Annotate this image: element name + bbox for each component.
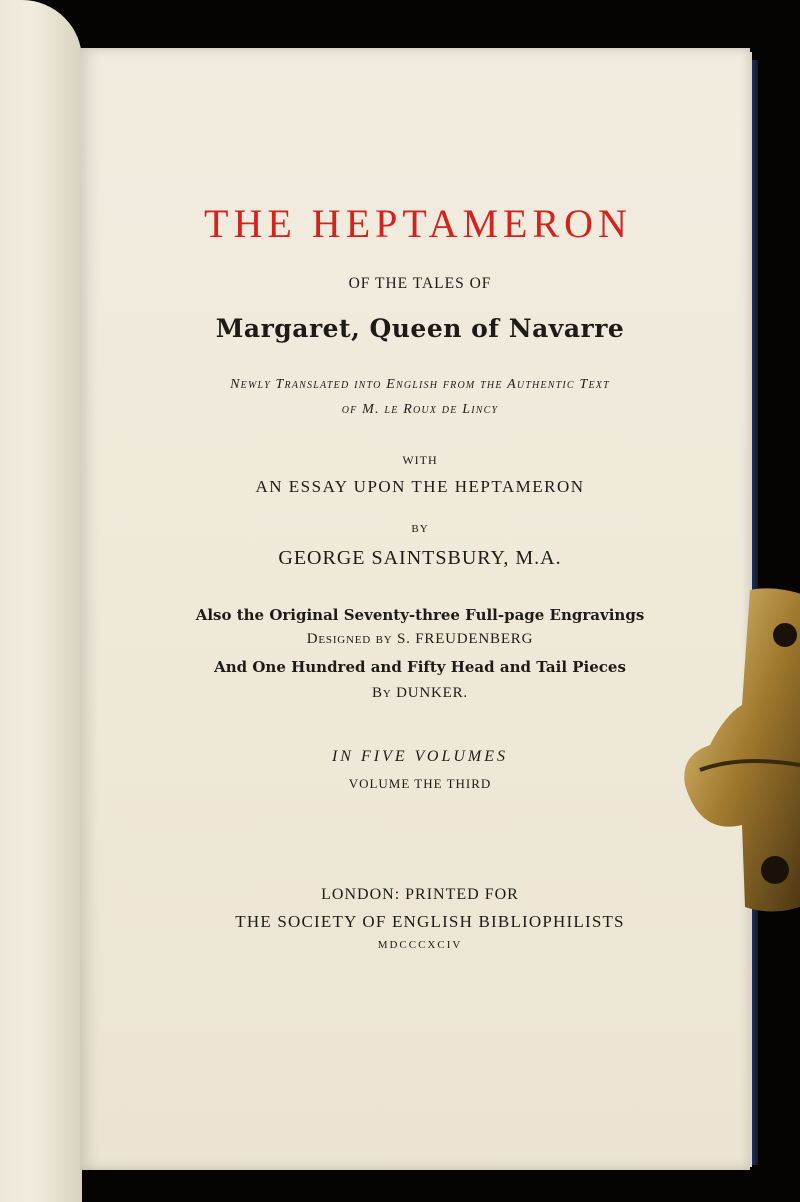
translation-line-2: of M. le Roux de Lincy [341, 402, 499, 417]
book-title: THE HEPTAMERON [204, 201, 632, 246]
with-label: WITH [402, 453, 438, 467]
by-dunker: By DUNKER. [372, 685, 468, 701]
title-page [80, 48, 750, 1170]
year: MDCCCXCIV [377, 939, 463, 951]
pieces-line: And One Hundred and Fifty Head and Tail Pieces [214, 658, 626, 676]
volume-line: VOLUME THE THIRD [348, 776, 492, 791]
essay-line: AN ESSAY UPON THE HEPTAMERON [255, 477, 585, 496]
subtitle: OF THE TALES OF [348, 275, 492, 292]
translation-line-1: Newly Translated into English from the Authentic Text [230, 377, 610, 392]
author-line: Margaret, Queen of Navarre [215, 314, 625, 343]
essayist: GEORGE SAINTSBURY, M.A. [278, 547, 562, 569]
facing-page [0, 0, 82, 1202]
engravings-line: Also the Original Seventy-three Full-page Engravings [195, 606, 645, 624]
imprint-line-2: THE SOCIETY OF ENGLISH BIBLIOPHILISTS [235, 912, 625, 931]
designed-by: Designed by S. FREUDENBERG [306, 631, 534, 647]
brass-clasp-icon [680, 585, 800, 915]
volumes-line: IN FIVE VOLUMES [331, 748, 509, 765]
by-label: BY [411, 523, 429, 535]
imprint-line-1: LONDON: PRINTED FOR [321, 886, 519, 903]
